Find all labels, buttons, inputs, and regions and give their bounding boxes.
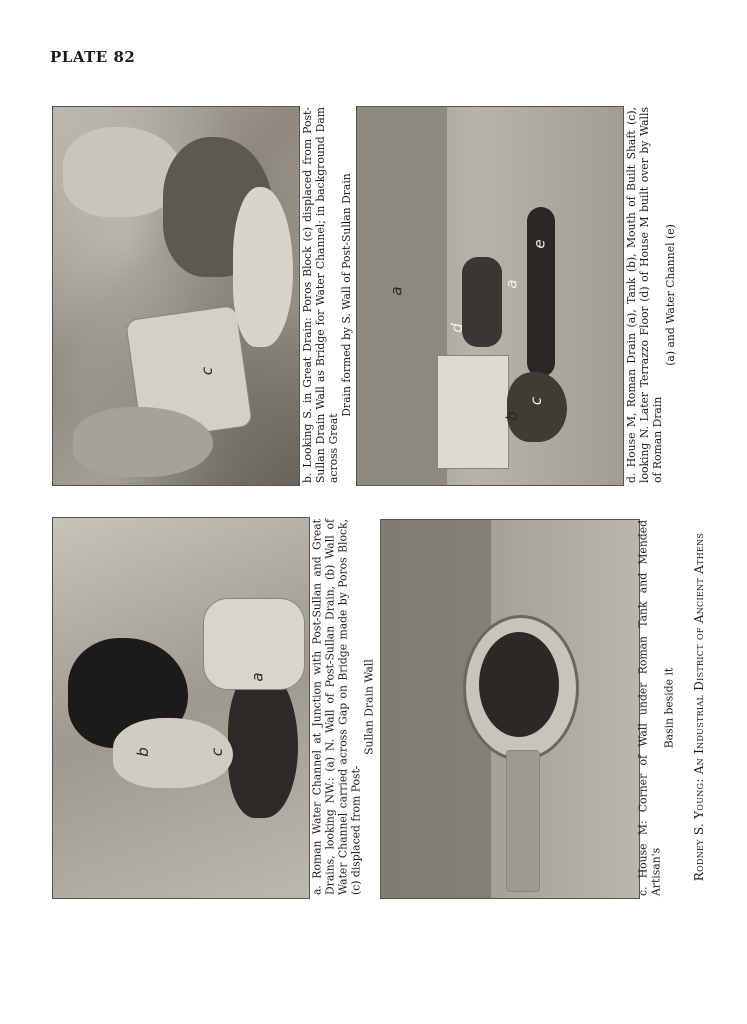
caption-d — [625, 107, 677, 483]
caption-b-container — [303, 106, 351, 484]
plate-label: PLATE 82 — [50, 48, 136, 66]
caption-c — [637, 520, 676, 896]
photo-d-mark-a2: a — [502, 279, 521, 289]
photo-a-mark-a: a — [248, 672, 267, 682]
photo-d-house-m-drain — [356, 106, 624, 486]
photo-d-mark-e: e — [530, 239, 549, 249]
photo-d-mark-b: b — [502, 411, 521, 421]
photo-b-great-drain — [52, 106, 300, 486]
caption-a — [311, 519, 376, 895]
running-title: Rodney S. Young: An Industrial District of Ancient Athens — [692, 532, 706, 882]
caption-b — [301, 107, 353, 483]
photo-a-water-channel — [52, 517, 310, 899]
caption-b-last-line: Drain formed by S. Wall of Post-Sullan Drain — [340, 173, 353, 417]
caption-a-container — [310, 517, 376, 897]
photo-c-house-m-basin — [380, 519, 640, 899]
caption-c-text: c. House M: Corner of Wall under Roman Tank and Mended Artisan's — [636, 520, 663, 896]
caption-d-last-line: (a) and Water Channel (e) — [664, 224, 677, 366]
photo-b-mark-c: c — [198, 366, 217, 376]
caption-c-last-line: Basin beside it — [662, 667, 676, 749]
caption-d-container — [626, 106, 676, 484]
running-title-container — [684, 517, 714, 897]
photo-a-mark-c: c — [208, 747, 227, 757]
photo-a-mark-b: b — [133, 747, 152, 757]
caption-a-text: a. Roman Water Channel at Junction with Post-Sullan and Great Drains, looking NW.: (a) N. Wall of Post-Sullan Drain, (b) Wall of Water Channel carried across Gap on Bridge made by Poros Block, (c) displaced from Post- — [310, 519, 363, 895]
photo-d-mark-d: d — [447, 323, 466, 333]
caption-c-container — [636, 519, 676, 897]
photo-d-mark-c: c — [527, 396, 546, 406]
caption-d-text: d. House M, Roman Drain (a), Tank (b), Mouth of Built Shaft (c), looking N. Later Terrazzo Floor (d) of House M built over by Walls of Roman Drain — [625, 107, 664, 483]
photo-d-mark-a: a — [387, 286, 406, 296]
caption-a-last-line: Sullan Drain Wall — [362, 659, 376, 755]
caption-b-text: b. Looking S. in Great Drain: Poros Block (c) displaced from Post-Sullan Drain Wall as Bridge for Water Channel; in background Dam across Great — [301, 107, 340, 483]
